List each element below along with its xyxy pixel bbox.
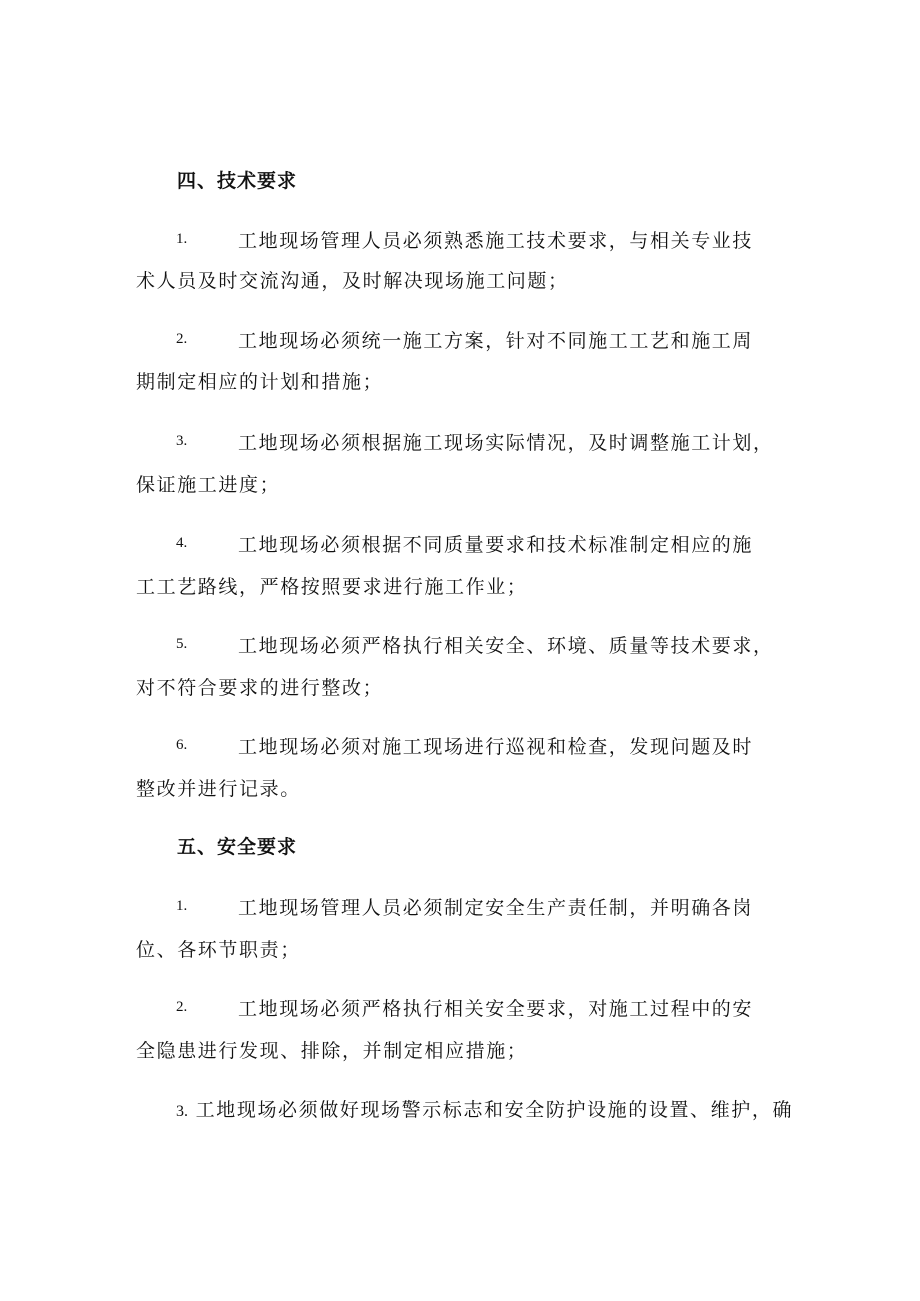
- item-text-line2: 全隐患进行发现、排除，并制定相应措施；: [136, 1040, 528, 1062]
- item-text-line1: 工地现场必须统一施工方案，针对不同施工工艺和施工周: [238, 330, 754, 352]
- item-text-line2: 工工艺路线，严格按照要求进行施工作业；: [136, 576, 528, 598]
- item-number: 3.: [176, 433, 188, 449]
- section-heading-safety: 五、安全要求: [177, 836, 298, 858]
- item-text: 工地现场必须做好现场警示标志和安全防护设施的设置、维护，确: [195, 1099, 794, 1121]
- item-text-line1: 工地现场必须严格执行相关安全要求，对施工过程中的安: [238, 998, 754, 1020]
- item-text-line2: 保证施工进度；: [136, 474, 281, 496]
- item-number: 3.: [176, 1103, 188, 1120]
- item-number: 1.: [176, 898, 188, 914]
- item-number: 2.: [176, 331, 188, 347]
- item-text-line1: 工地现场必须对施工现场进行巡视和检查，发现问题及时: [238, 736, 754, 758]
- section-heading-technical: 四、技术要求: [177, 170, 298, 192]
- item-number: 4.: [176, 535, 188, 551]
- item-text-line1-full: [176, 1095, 793, 1122]
- item-text-line2: 位、各环节职责；: [136, 939, 301, 961]
- item-text-line2: 对不符合要求的进行整改；: [136, 677, 384, 699]
- item-text-line2: 整改并进行记录。: [136, 778, 301, 800]
- item-text-line1: 工地现场必须严格执行相关安全、环境、质量等技术要求，: [238, 635, 774, 657]
- item-text-line1: 工地现场必须根据施工现场实际情况，及时调整施工计划，: [238, 432, 774, 454]
- item-number: 5.: [176, 636, 188, 652]
- item-text-line1: 工地现场管理人员必须熟悉施工技术要求，与相关专业技: [238, 230, 754, 252]
- item-text-line2: 术人员及时交流沟通，及时解决现场施工问题；: [136, 270, 569, 292]
- item-text-line1: 工地现场必须根据不同质量要求和技术标准制定相应的施: [238, 534, 754, 556]
- item-number: 2.: [176, 999, 188, 1015]
- item-number: 6.: [176, 737, 188, 753]
- item-text-line1: 工地现场管理人员必须制定安全生产责任制，并明确各岗: [238, 897, 754, 919]
- item-number: 1.: [176, 231, 188, 247]
- item-text-line2: 期制定相应的计划和措施；: [136, 371, 384, 393]
